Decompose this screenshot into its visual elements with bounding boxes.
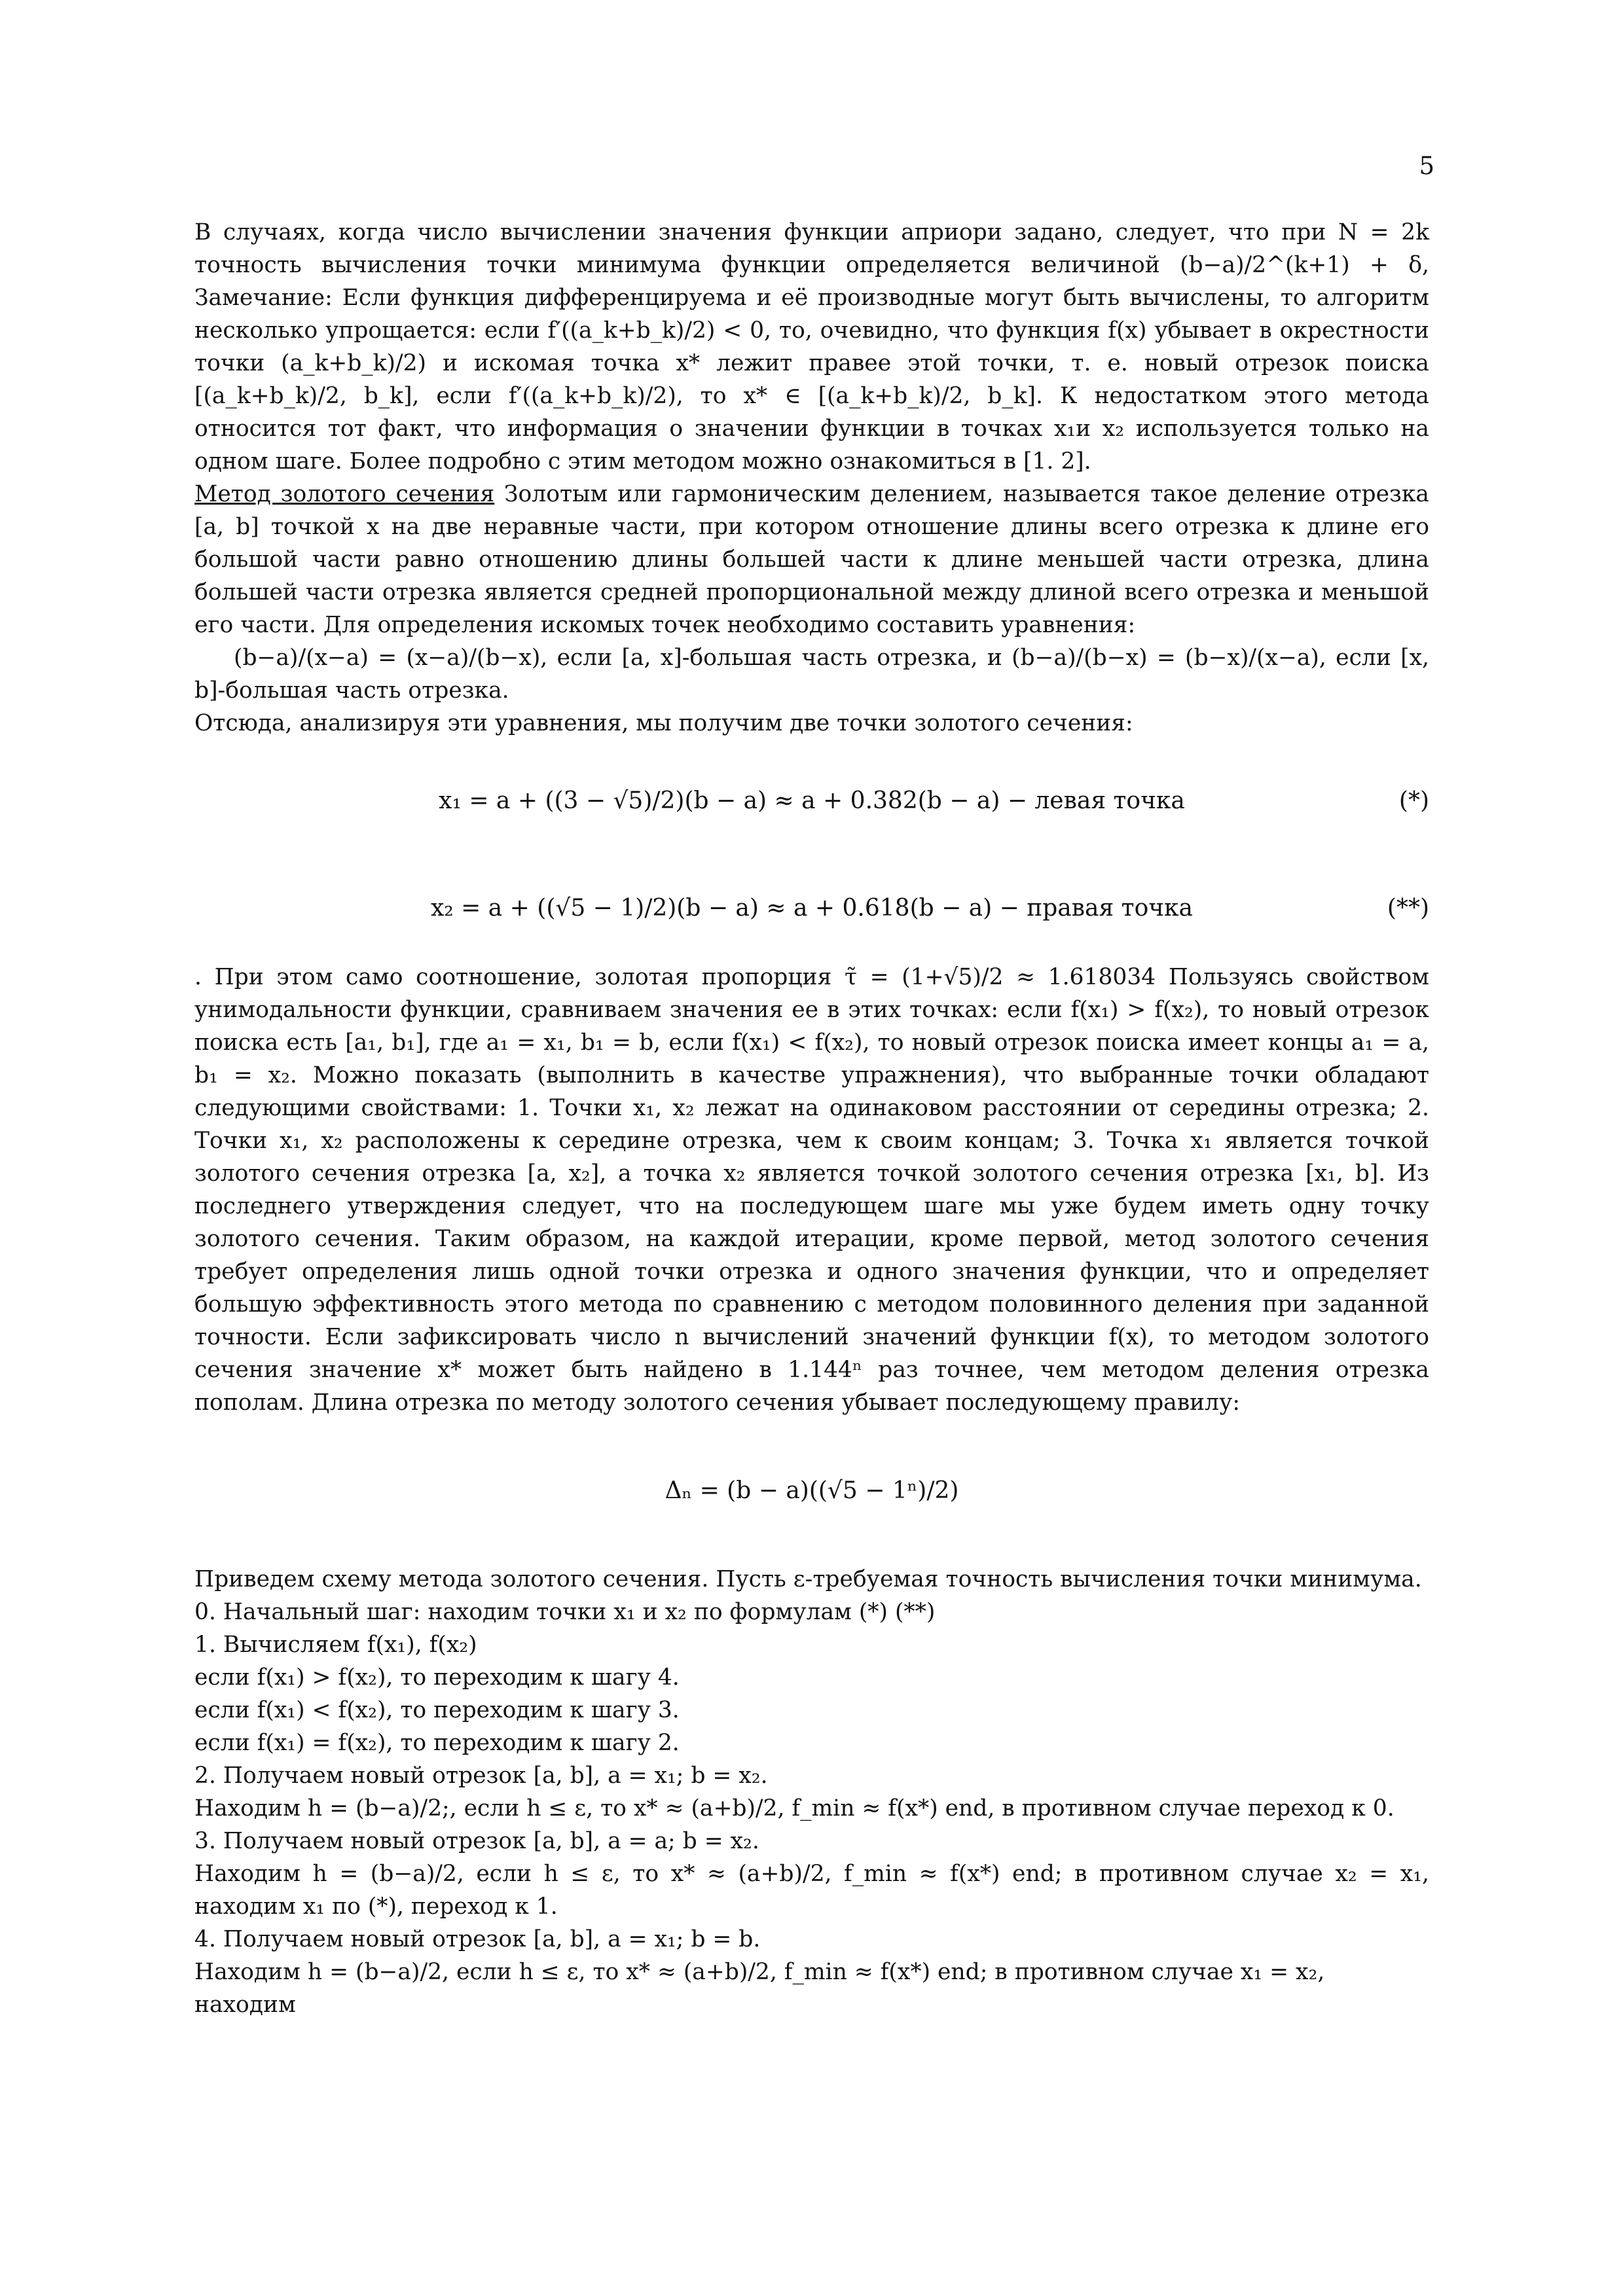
algorithm-step: 1. Вычисляем f(x₁), f(x₂) — [194, 1632, 477, 1658]
formula-delta — [194, 1445, 1429, 1537]
paragraph-golden-section — [194, 478, 1429, 641]
section-title-golden: Метод золотого сечения — [194, 481, 495, 507]
body-text — [194, 216, 1429, 2021]
algorithm-step: Находим h = (b−a)/2, если h ≤ ε, то x* ≈ (a+b)/2, f_min ≈ f(x*) end; в противном случае x₁ = x₂, находим — [194, 1959, 1325, 2018]
algorithm-step: если f(x₁) > f(x₂), то переходим к шагу 4. — [194, 1664, 680, 1691]
page-number: 5 — [1419, 152, 1434, 180]
golden-section-definition: Золотым или гармоническим делением, называется такое деление отрезка [a, b] точкой x на две неравные части, при котором отношение длины всего отрезка к длине его большой части равно отношению длины большей части к длине меньшей части отрезка, длина большей части отрезка является средней пропорциональной между длиной всего отрезка и меньшой его части. Для определения искомых точек необходимо составить уравнения: — [194, 481, 1429, 638]
paragraph-scheme-intro: Приведем схему метода золотого сечения. Пусть ε-требуемая точность вычисления точки минимума. — [194, 1566, 1422, 1592]
paragraph-properties: . При этом само соотношение, золотая пропорция τ̃ = (1+√5)/2 ≈ 1.618034 Пользуясь свойством унимодальности функции, сравниваем значения ее в этих точках: если f(x₁) > f(x₂), то новый отрезок поиска есть [a₁, b₁], где a₁ = x₁, b₁ = b, если f(x₁) < f(x₂), то новый отрезок поиска имеет концы a₁ = a, b₁ = x₂. Можно показать (выполнить в качестве упражнения), что выбранные точки обладают следующими свойствами: 1. Точки x₁, x₂ лежат на одинаковом расстоянии от середины отрезка; 2. Точки x₁, x₂ расположены к середине отрезка, чем к своим концам; 3. Точка x₁ является точкой золотого сечения отрезка [a, x₂], а точка x₂ является точкой золотого сечения отрезка [x₁, b]. Из последнего утверждения следует, что на последующем шаге мы уже будем иметь одну точку золотого сечения. Таким образом, на каждой итерации, кроме первой, метод золотого сечения требует определения лишь одной точки отрезка и одного значения функции, что и определяет большую эффективность этого метода по сравнению с методом половинного деления при заданной точности. Если зафиксировать число n вычислений значений функции f(x), то методом золотого сечения значение x* может быть найдено в 1.144ⁿ раз точнее, чем методом деления отрезка пополам. Длина отрезка по методу золотого сечения убывает последующему правилу: — [194, 964, 1429, 1416]
formula-x2-tag: (**) — [1387, 895, 1429, 922]
algorithm-step: Находим h = (b−a)/2, если h ≤ ε, то x* ≈ (a+b)/2, f_min ≈ f(x*) end; в противном случае x₂ = x₁, находим x₁ по (*), переход к 1. — [194, 1861, 1429, 1920]
algorithm-step: 0. Начальный шаг: находим точки x₁ и x₂ по формулам (*) (**) — [194, 1599, 936, 1625]
formula-x1-tag: (*) — [1398, 787, 1429, 814]
formula-x1-body: x₁ = a + ((3 − √5)/2)(b − a) ≈ a + 0.382(b − a) − левая точка — [439, 787, 1185, 814]
algorithm-step: если f(x₁) = f(x₂), то переходим к шагу 2. — [194, 1730, 680, 1756]
formula-delta-body: Δₙ = (b − a)((√5 − 1ⁿ)/2) — [665, 1477, 959, 1504]
formula-x2-body: x₂ = a + ((√5 − 1)/2)(b − a) ≈ a + 0.618(b − a) − правая точка — [430, 895, 1194, 922]
algorithm-step: Находим h = (b−a)/2;, если h ≤ ε, то x* ≈ (a+b)/2, f_min ≈ f(x*) end, в противном случае переход к 0. — [194, 1795, 1395, 1821]
formula-x1 — [194, 762, 1429, 840]
paragraph-hence: Отсюда, анализируя эти уравнения, мы получим две точки золотого сечения: — [194, 710, 1133, 736]
paragraph-intro: В случаях, когда число вычислении значения функции априори задано, следует, что при N = 2k точность вычисления точки минимума функции определяется величиной (b−a)/2^(k+1) + δ, Замечание: Если функция дифференцируема и её производные могут быть вычислены, то алгоритм несколько упрощается: если f′((a_k+b_k)/2) < 0, то, очевидно, что функция f(x) убывает в окрестности точки (a_k+b_k)/2) и искомая точка x* лежит правее этой точки, т. е. новый отрезок поиска [(a_k+b_k)/2, b_k], если f′((a_k+b_k)/2), то x* ∈ [(a_k+b_k)/2, b_k]. К недостатком этого метода относится тот факт, что информация о значении функции в точках x₁и x₂ используется только на одном шаге. Более подробно с этим методом можно ознакомиться в [1. 2]. — [194, 219, 1429, 475]
formula-x2 — [194, 869, 1429, 948]
algorithm-step: 2. Получаем новый отрезок [a, b], a = x₁; b = x₂. — [194, 1763, 768, 1789]
equations-line: (b−a)/(x−a) = (x−a)/(b−x), если [a, x]-большая часть отрезка, и (b−a)/(b−x) = (b−x)/(x−a), если [x, b]-большая часть отрезка. — [194, 645, 1429, 704]
algorithm-step: если f(x₁) < f(x₂), то переходим к шагу 3. — [194, 1697, 680, 1723]
algorithm-step: 4. Получаем новый отрезок [a, b], a = x₁; b = b. — [194, 1926, 761, 1952]
algorithm-step: 3. Получаем новый отрезок [a, b], a = a; b = x₂. — [194, 1828, 759, 1854]
